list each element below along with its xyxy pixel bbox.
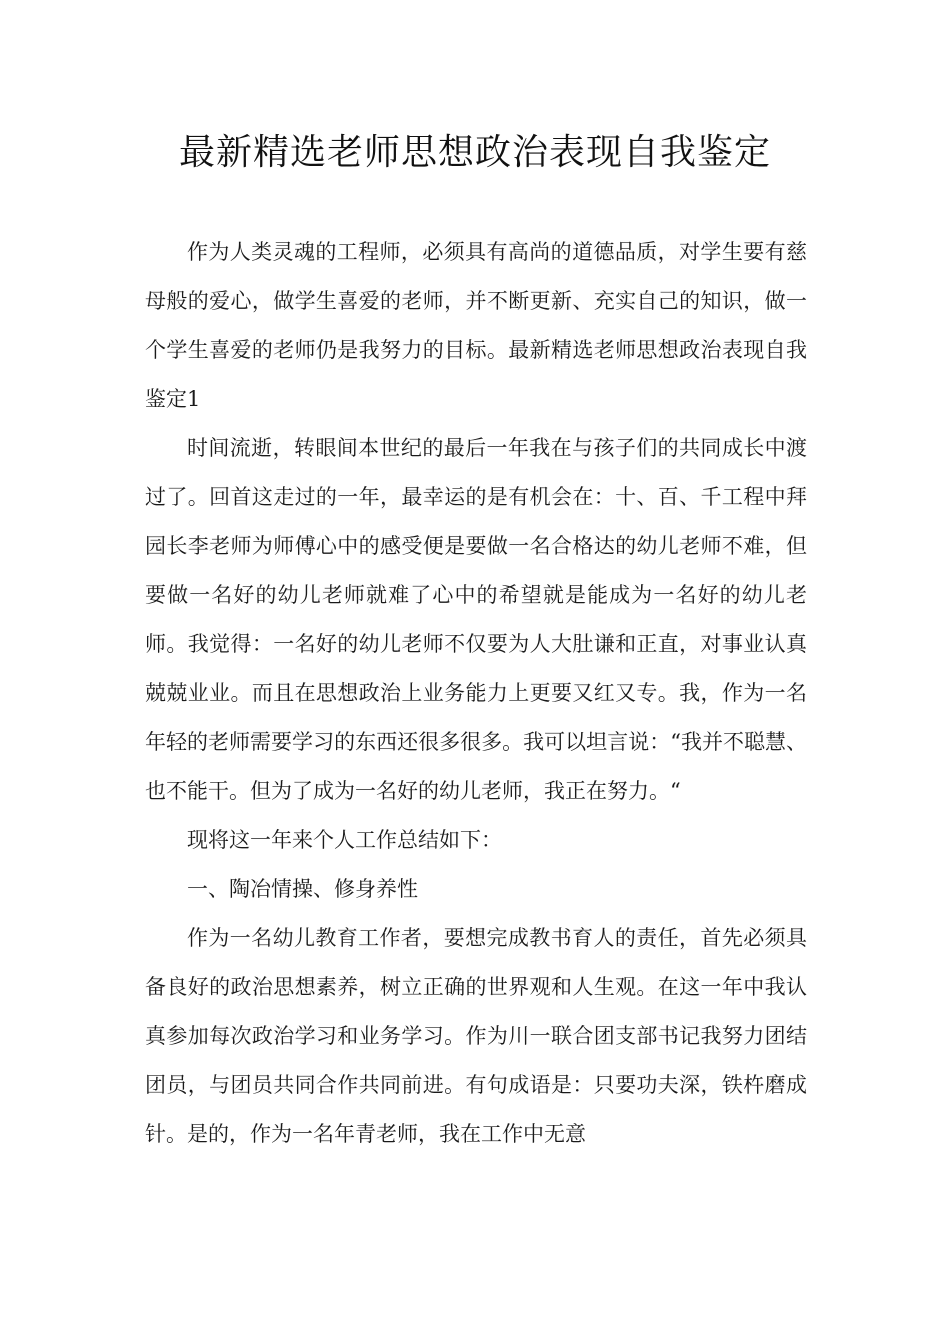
paragraph-summary-intro: 现将这一年来个人工作总结如下： — [187, 828, 502, 852]
paragraph-section-1: 作为一名幼儿教育工作者，要想完成教书育人的责任，首先必须具备良好的政治思想素养，树立正确的世界观和人生观。在这一年中我认真参加每次政治学习和业务学习。作为川一联合团支部书记我努力团结团员，与团员共同合作共同前进。有句成语是：只要功夫深，铁杵磨成针。是的，作为一名年青老师，我在工作中无意 — [145, 926, 807, 1146]
paragraph-intro: 作为人类灵魂的工程师，必须具有高尚的道德品质，对学生要有慈母般的爱心，做学生喜爱的老师，并不断更新、充实自己的知识，做一个学生喜爱的老师仍是我努力的目标。最新精选老师思想政治表现自我鉴定1 — [145, 240, 807, 411]
document-body — [145, 228, 807, 1159]
paragraph-reflection: 时间流逝，转眼间本世纪的最后一年我在与孩子们的共同成长中渡过了。回首这走过的一年，最幸运的是有机会在：十、百、千工程中拜园长李老师为师傅心中的感受便是要做一名合格达的幼儿老师不难，但要做一名好的幼儿老师就难了心中的希望就是能成为一名好的幼儿老师。我觉得：一名好的幼儿老师不仅要为人大肚谦和正直，对事业认真兢兢业业。而且在思想政治上业务能力上更要又红又专。我，作为一名年轻的老师需要学习的东西还很多很多。我可以坦言说：“我并不聪慧、也不能干。但为了成为一名好的幼儿老师，我正在努力。“ — [145, 436, 807, 803]
section-heading-1: 一、陶冶情操、修身养性 — [187, 877, 418, 901]
document-title: 最新精选老师思想政治表现自我鉴定 — [178, 132, 771, 173]
